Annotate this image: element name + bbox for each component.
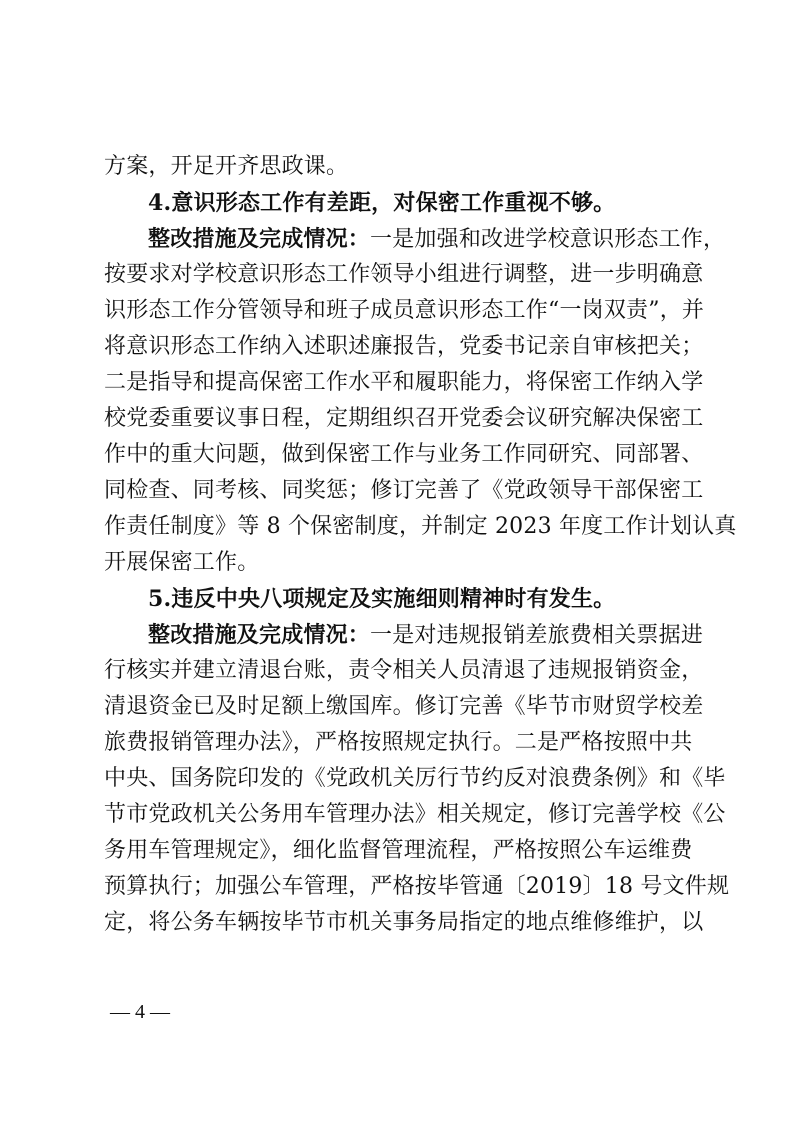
page-number: — 4 —	[110, 1001, 170, 1023]
paragraph-line: 校党委重要议事日程，定期组织召开党委会议研究解决保密工	[104, 406, 704, 431]
section-heading-4: 4.意识形态工作有差距，对保密工作重视不够。	[148, 190, 616, 216]
paragraph-line: 整改措施及完成情况：一是加强和改进学校意识形态工作，	[148, 226, 726, 252]
rectification-label: 整改措施及完成情况：	[148, 226, 371, 252]
rectification-label: 整改措施及完成情况：	[148, 622, 371, 648]
section-heading-5: 5.违反中央八项规定及实施细则精神时有发生。	[148, 586, 616, 612]
paragraph-line: 作责任制度》等 8 个保密制度，并制定 2023 年度工作计划认真	[104, 514, 737, 539]
paragraph-line: 整改措施及完成情况：一是对违规报销差旅费相关票据进	[148, 622, 704, 648]
paragraph-line: 识形态工作分管领导和班子成员意识形态工作“一岗双责”，并	[104, 298, 705, 323]
paragraph-line: 清退资金已及时足额上缴国库。修订完善《毕节市财贸学校差	[104, 694, 704, 719]
paragraph-line: 预算执行；加强公车管理，严格按毕管通〔2019〕18 号文件规	[104, 874, 730, 899]
paragraph-line: 开展保密工作。	[104, 550, 260, 575]
paragraph-line: 旅费报销管理办法》，严格按照规定执行。二是严格按照中共	[104, 730, 693, 755]
paragraph-line: 按要求对学校意识形态工作领导小组进行调整，进一步明确意	[104, 262, 704, 287]
paragraph-line: 同检查、同考核、同奖惩；修订完善了《党政领导干部保密工	[104, 478, 704, 503]
paragraph-line: 务用车管理规定》，细化监督管理流程，严格按照公车运维费	[104, 838, 693, 863]
paragraph-line: 节市党政机关公务用车管理办法》相关规定，修订完善学校《公	[104, 802, 726, 827]
paragraph-line: 将意识形态工作纳入述职述廉报告，党委书记亲自审核把关；	[104, 334, 704, 359]
paragraph-line: 二是指导和提高保密工作水平和履职能力，将保密工作纳入学	[104, 370, 704, 395]
paragraph-line: 定，将公务车辆按毕节市机关事务局指定的地点维修维护，以	[104, 910, 704, 935]
paragraph-line: 方案，开足开齐思政课。	[104, 154, 349, 179]
paragraph-line: 行核实并建立清退台账，责令相关人员清退了违规报销资金，	[104, 658, 704, 683]
paragraph-line: 中央、国务院印发的《党政机关厉行节约反对浪费条例》和《毕	[104, 766, 726, 791]
paragraph-line: 作中的重大问题，做到保密工作与业务工作同研究、同部署、	[104, 442, 704, 467]
